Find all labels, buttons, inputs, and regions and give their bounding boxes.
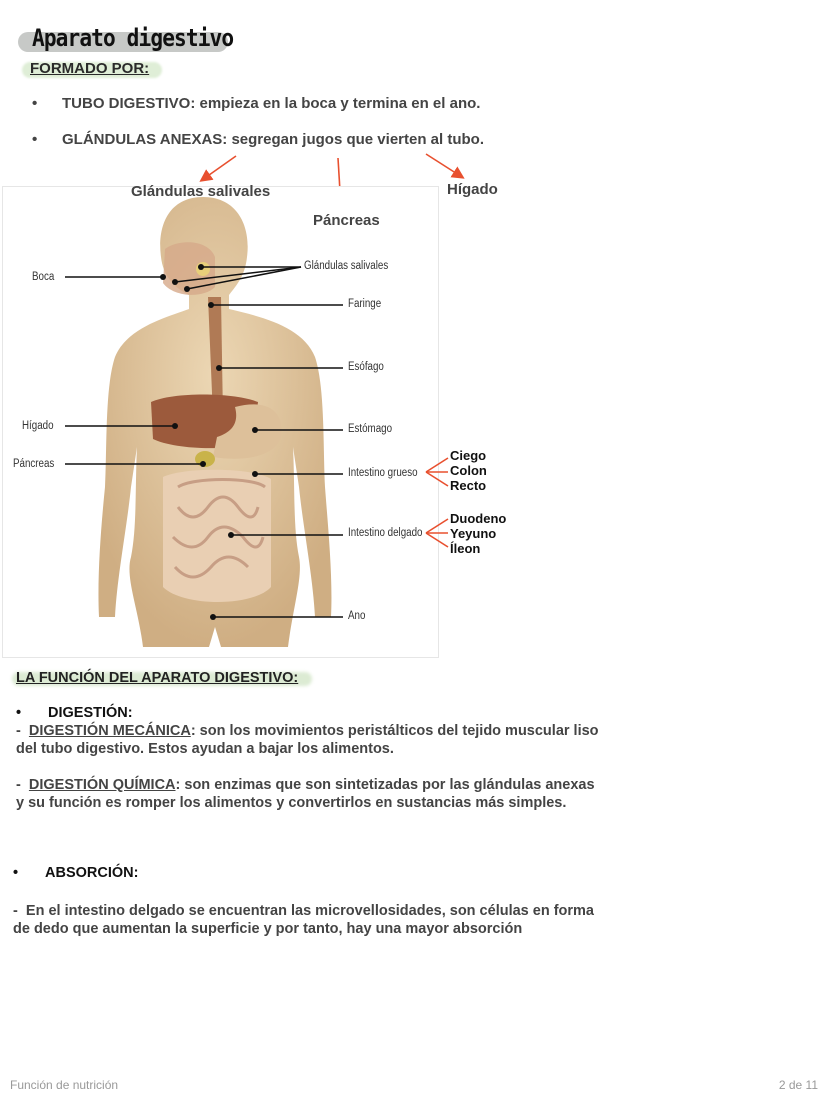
intestino-grueso-parts: Ciego Colon Recto (450, 448, 487, 493)
label-glandulas-salivales: Glándulas salivales (304, 260, 389, 272)
bullet-glandulas-anexas: • GLÁNDULAS ANEXAS: segregan jugos que vierten al tubo. (32, 131, 484, 148)
footer-page-indicator: 2 de 11 (778, 1078, 818, 1092)
page-title: Aparato digestivo (32, 24, 234, 52)
label-boca: Boca (32, 271, 55, 283)
digestion-quimica-paragraph: - DIGESTIÓN QUÍMICA: son enzimas que son sintetizadas por las glándulas anexas y su función es romper los alimentos y convertirlos en sustancias más simples. (16, 777, 595, 811)
absorcion-heading: • ABSORCIÓN: (13, 865, 139, 881)
bullet-icon: • (13, 865, 19, 881)
label-intestino-delgado: Intestino delgado (348, 527, 423, 539)
label-esofago: Esófago (348, 361, 384, 373)
label-pancreas: Páncreas (13, 458, 55, 470)
bullet-icon: • (16, 705, 22, 721)
label-intestino-grueso: Intestino grueso (348, 467, 418, 479)
intestino-delgado-parts: Duodeno Yeyuno Íleon (450, 511, 507, 556)
digestion-mecanica-paragraph: - DIGESTIÓN MECÁNICA: son los movimientos peristálticos del tejido muscular liso del tubo digestivo. Estos ayudan a bajar los alimentos. (16, 723, 599, 757)
bullet-tubo-digestivo: • TUBO DIGESTIVO: empieza en la boca y termina en el ano. (32, 95, 481, 112)
digestive-system-diagram (2, 186, 439, 658)
funcion-heading: LA FUNCIÓN DEL APARATO DIGESTIVO: (16, 670, 299, 686)
label-glandulas-salivales-annex: Glándulas salivales (131, 183, 271, 200)
bullet-icon: • (32, 95, 38, 112)
label-higado-annex: Hígado (447, 181, 498, 198)
footer-document-name: Función de nutrición (10, 1078, 119, 1092)
bracket-arrows-icon (422, 452, 452, 562)
absorcion-paragraph: - En el intestino delgado se encuentran las microvellosidades, son células en forma de dedo que aumentan la superficie y por tanto, hay una mayor absorción (13, 903, 594, 937)
bullet-icon: • (32, 131, 38, 148)
label-pancreas-annex: Páncreas (313, 212, 380, 229)
label-faringe: Faringe (348, 298, 382, 310)
label-estomago: Estómago (348, 423, 393, 435)
digestion-heading: • DIGESTIÓN: (16, 705, 133, 721)
label-ano: Ano (348, 610, 366, 622)
formado-por-heading: FORMADO POR: (30, 60, 150, 77)
human-body-illustration-icon (3, 187, 438, 657)
label-higado: Hígado (22, 420, 54, 432)
